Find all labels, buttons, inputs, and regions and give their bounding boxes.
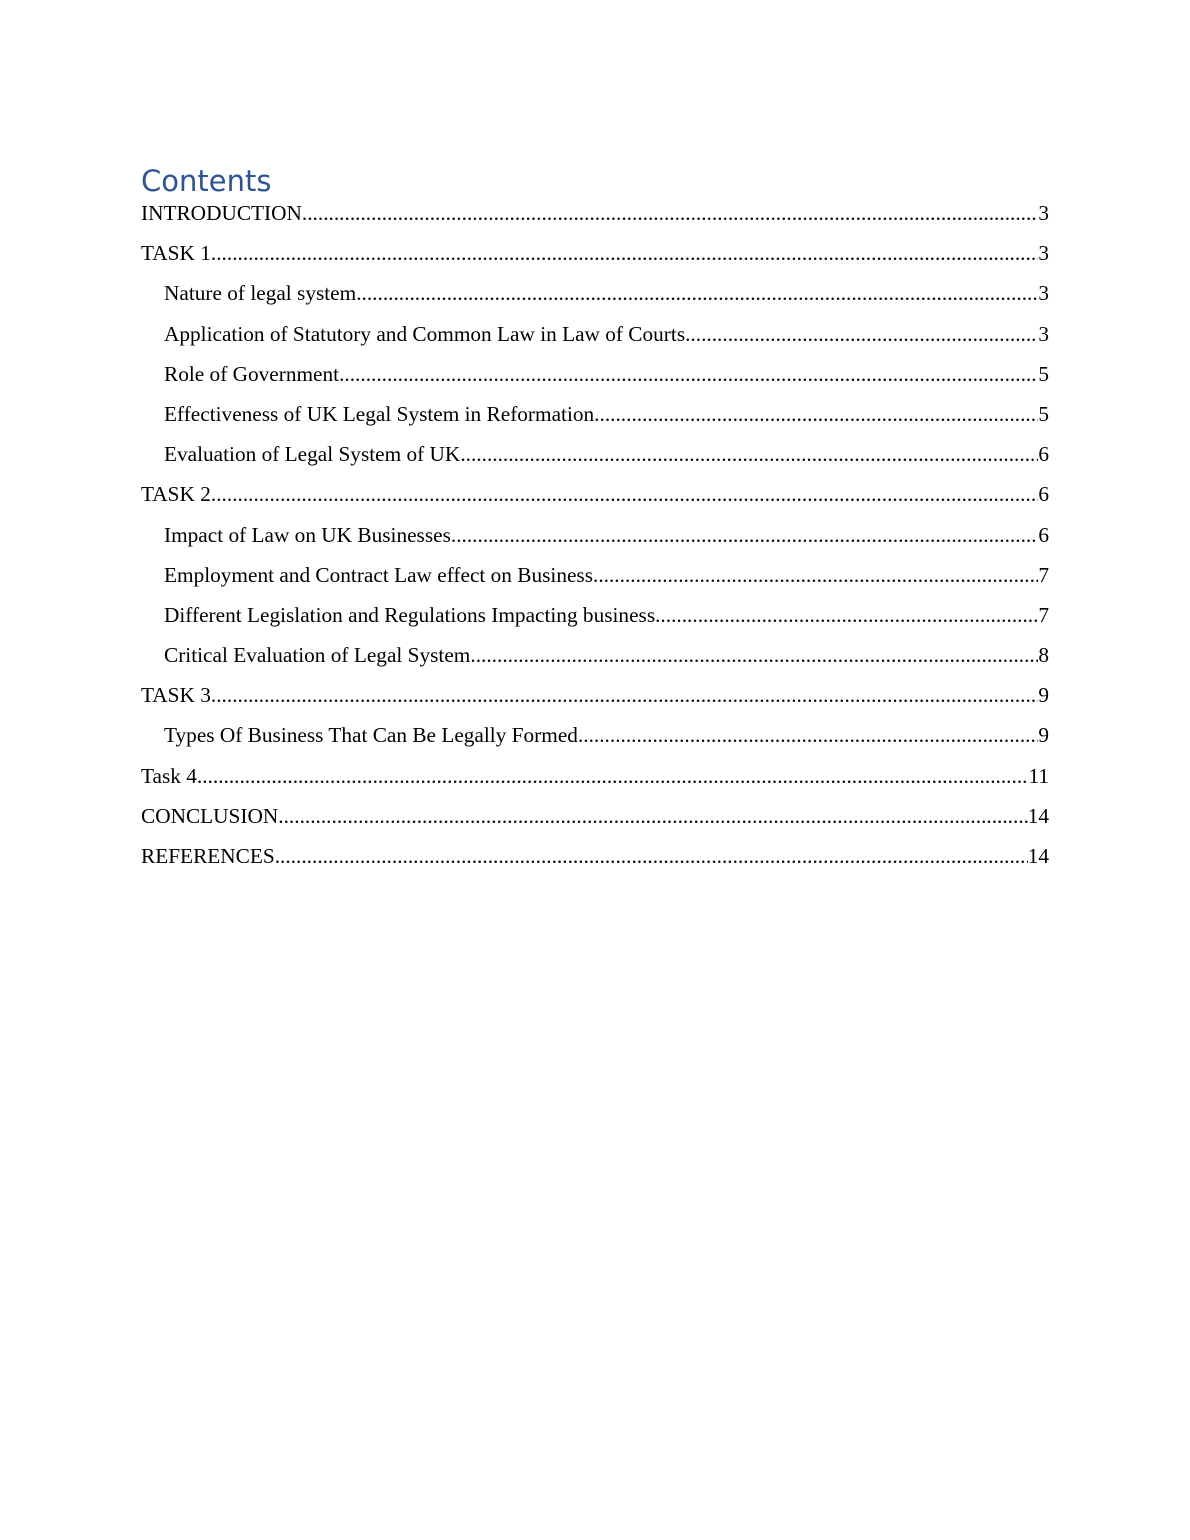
toc-dot-leader (578, 723, 1038, 748)
toc-dot-leader (278, 804, 1027, 829)
toc-dot-leader (685, 322, 1038, 347)
toc-entry-page-number: 6 (1038, 482, 1049, 507)
toc-entry-title: Nature of legal system (164, 281, 357, 306)
toc-entry-page-number: 3 (1038, 201, 1049, 225)
toc-entry-page-number: 7 (1038, 562, 1049, 587)
toc-entry-task-1[interactable] (141, 241, 1049, 281)
toc-entry-introduction[interactable] (141, 201, 1049, 241)
toc-dot-leader (211, 683, 1038, 708)
toc-dot-leader (302, 201, 1038, 226)
toc-entry-title: Task 4 (141, 763, 197, 788)
toc-entry-types-of-business[interactable] (141, 723, 1049, 763)
toc-entry-title: Role of Government (164, 361, 340, 386)
toc-dot-leader (470, 643, 1038, 668)
toc-dot-leader (211, 241, 1038, 266)
toc-dot-leader (356, 281, 1038, 306)
toc-entry-role-of-government[interactable] (141, 362, 1049, 402)
toc-entry-page-number: 9 (1038, 683, 1049, 708)
toc-entry-page-number: 3 (1038, 281, 1049, 306)
toc-entry-application-of-statutory-and-common-law[interactable] (141, 322, 1049, 362)
toc-entry-page-number: 6 (1038, 442, 1049, 467)
toc-entry-title: Types Of Business That Can Be Legally Formed (164, 723, 578, 748)
toc-dot-leader (655, 603, 1038, 628)
toc-entry-critical-evaluation-of-legal-system[interactable] (141, 643, 1049, 683)
toc-entry-title: Different Legislation and Regulations Impacting business (164, 602, 656, 627)
toc-entry-page-number: 8 (1038, 643, 1049, 668)
toc-dot-leader (460, 442, 1038, 467)
toc-entry-title: REFERENCES (141, 844, 275, 868)
toc-entry-page-number: 5 (1038, 361, 1049, 386)
toc-entry-page-number: 3 (1038, 241, 1049, 266)
toc-entry-task-3[interactable] (141, 683, 1049, 723)
toc-dot-leader (339, 362, 1038, 387)
toc-entry-page-number: 14 (1027, 803, 1049, 828)
toc-entry-title: Effectiveness of UK Legal System in Reformation (164, 401, 595, 426)
toc-entry-title: CONCLUSION (141, 803, 279, 828)
toc-dot-leader (593, 563, 1038, 588)
toc-entry-different-legislation-and-regulations[interactable] (141, 603, 1049, 643)
toc-dot-leader (211, 482, 1038, 507)
toc-heading: Contents (141, 164, 272, 198)
toc-dot-leader (451, 523, 1038, 548)
toc-entry-title: TASK 2 (141, 482, 211, 507)
toc-entry-list (141, 201, 1049, 884)
toc-entry-page-number: 11 (1028, 763, 1049, 788)
toc-entry-title: Impact of Law on UK Businesses (164, 522, 451, 547)
toc-dot-leader (275, 844, 1028, 869)
toc-entry-effectiveness-of-uk-legal-system[interactable] (141, 402, 1049, 442)
toc-entry-title: Evaluation of Legal System of UK (164, 442, 461, 467)
toc-dot-leader (197, 764, 1029, 789)
toc-entry-title: Application of Statutory and Common Law in Law of Courts (164, 321, 686, 346)
toc-entry-title: INTRODUCTION (141, 201, 302, 225)
toc-entry-page-number: 9 (1038, 723, 1049, 748)
toc-entry-task-4[interactable] (141, 764, 1049, 804)
toc-entry-title: Employment and Contract Law effect on Business (164, 562, 593, 587)
toc-entry-impact-of-law-on-uk-businesses[interactable] (141, 523, 1049, 563)
table-of-contents (141, 163, 1049, 884)
toc-entry-references[interactable] (141, 844, 1049, 884)
toc-entry-title: TASK 1 (141, 241, 211, 266)
toc-entry-page-number: 3 (1038, 321, 1049, 346)
toc-entry-task-2[interactable] (141, 482, 1049, 522)
toc-entry-evaluation-of-legal-system-of-uk[interactable] (141, 442, 1049, 482)
toc-entry-employment-and-contract-law[interactable] (141, 563, 1049, 603)
toc-dot-leader (594, 402, 1038, 427)
toc-entry-page-number: 5 (1038, 401, 1049, 426)
toc-entry-page-number: 14 (1027, 844, 1049, 868)
toc-entry-page-number: 7 (1038, 602, 1049, 627)
toc-entry-conclusion[interactable] (141, 804, 1049, 844)
toc-entry-page-number: 6 (1038, 522, 1049, 547)
toc-entry-nature-of-legal-system[interactable] (141, 281, 1049, 321)
toc-entry-title: Critical Evaluation of Legal System (164, 643, 471, 668)
toc-entry-title: TASK 3 (141, 683, 211, 708)
